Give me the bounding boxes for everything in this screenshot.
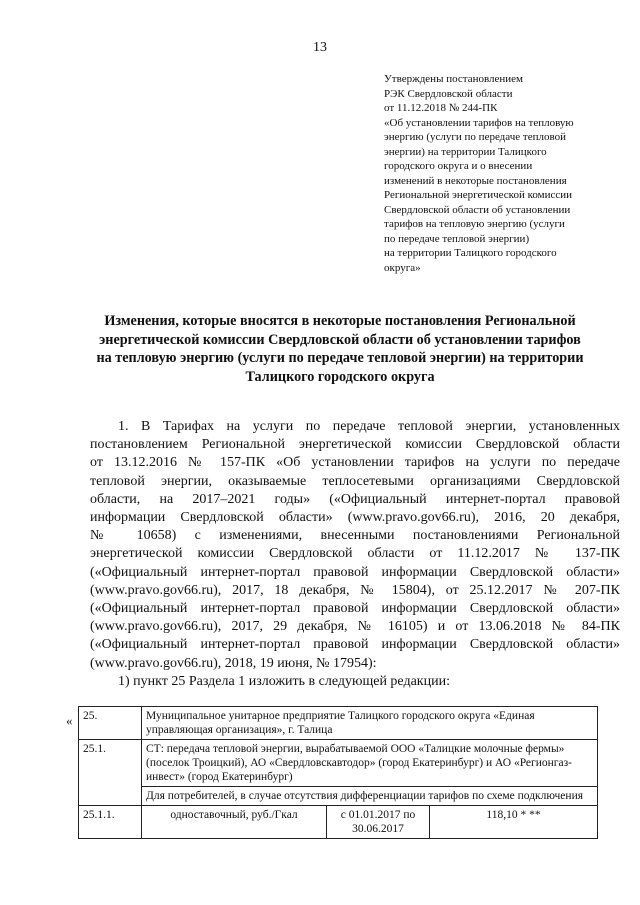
body-line: от 13.12.2016 № 157-ПК «Об установлении тарифов на услуги по передаче [90,455,620,471]
title-line: Изменения, которые вносятся в некоторые постановления Региональной [104,313,576,329]
approval-line: энергии) на территории Талицкого [384,145,547,158]
body-line: постановлением Региональной энергетической комиссии Свердловской области [90,437,620,453]
table-row [79,707,598,740]
approval-line: РЭК Свердловской области [384,87,513,100]
page-number: 13 [313,40,327,55]
table-row [79,787,598,806]
document-title [70,312,610,386]
amendment-item: 1) пункт 25 Раздела 1 изложить в следующей редакции: [118,673,450,689]
table-cell-consumers: Для потребителей, в случае отсутствия дифференциации тарифов по схеме подключения [142,787,598,806]
approval-line: Региональной энергетической комиссии [384,189,573,201]
body-line: («Официальный интернет-портал правовой информации Свердловской области» [90,601,620,617]
approval-line: «Об установлении тарифов на тепловую [384,116,574,129]
table-row [79,806,598,839]
body-line: («Официальный интернет-портал правовой информации Свердловской области» [90,637,620,653]
body-paragraph [90,418,620,691]
tariff-table [78,706,598,839]
approval-line: на территории Талицкого городского [384,247,557,259]
body-line: (www.pravo.gov66.ru), 2018, 19 июня, № 17954): [90,655,377,671]
approval-line: Свердловской области об установлении [384,203,571,216]
approval-line: энергию (услуги по передаче тепловой [384,131,566,143]
table-row [79,740,598,787]
body-line: (www.pravo.gov66.ru), 2017, 29 декабря, № 16105) и от 13.06.2018 № 84-ПК [90,619,620,635]
body-line: 1. В Тарифах на услуги по передаче тепловой энергии, установленных [118,419,620,434]
table-cell-number: 25.1.1. [79,806,142,839]
table-cell-organization: Муниципальное унитарное предприятие Талицкого городского округа «Единая управляющая организация», г. Талица [142,707,598,740]
table-cell-value: 118,10 * ** [430,806,598,839]
body-line: («Официальный интернет-портал правовой информации Свердловской области» [90,564,620,580]
approval-block [384,72,624,275]
title-line: Талицкого городского округа [245,368,435,385]
body-line: энергетической комиссии Свердловской области от 11.12.2017 № 137-ПК [90,546,620,562]
table-cell-number: 25. [79,707,142,740]
approval-line: от 11.12.2018 № 244-ПК [384,102,498,114]
body-line: № 10658) с изменениями, внесенными постановлениями Региональной [90,528,620,544]
body-line: (www.pravo.gov66.ru), 2017, 18 декабря, № 15804), от 25.12.2017 № 207-ПК [90,582,620,598]
table-cell-tariff-type: одноставочный, руб./Гкал [142,806,327,839]
table-cell-service: СТ: передача тепловой энергии, вырабатываемой ООО «Талицкие молочные фермы» (поселок Троицкий), АО «Свердловскавтодор» (город Екатеринбург) и АО «Регионгаз-инвест» (город Екатеринбург) [142,740,598,787]
body-line: области, на 2017–2021 годы» («Официальный интернет-портал правовой [90,491,620,507]
approval-line: Утверждены постановлением [384,73,524,85]
title-line: энергетической комиссии Свердловской области об установлении тарифов [99,331,581,348]
title-line: на тепловую энергию (услуги по передаче тепловой энергии) на территории [96,350,584,366]
approval-line: изменений в некоторые постановления [384,174,567,187]
body-line: информации Свердловской области» (www.pravo.gov66.ru), 2016, 20 декабря, [90,510,620,526]
approval-line: тарифов на тепловую энергию (услуги [384,218,565,230]
approval-line: по передаче тепловой энергии) [384,232,530,245]
opening-quote: « [66,713,73,728]
body-line: тепловой энергии, оказываемые теплосетевыми организациями Свердловской [90,473,620,489]
table-cell-number: 25.1. [79,740,142,806]
table-cell-period: с 01.01.2017 по 30.06.2017 [327,806,430,839]
approval-line: округа» [384,261,421,274]
approval-line: городского округа и о внесении [384,160,533,172]
